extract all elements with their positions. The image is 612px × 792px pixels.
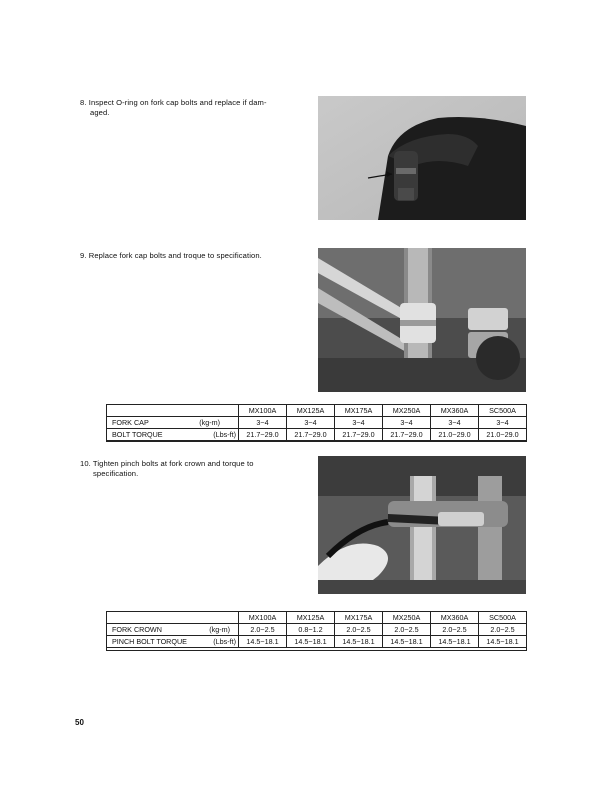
table-2-cell: 2.0~2.5	[239, 624, 287, 636]
photo-fork-cap-bolts	[318, 248, 526, 392]
table-2-cell: 2.0~2.5	[383, 624, 431, 636]
unit-lbsft: (Lbs-ft)	[213, 430, 236, 439]
table-2-cell: 14.5~18.1	[239, 636, 287, 648]
table-2-cell: 14.5~18.1	[479, 636, 527, 648]
pinch-bolt-torque-table	[106, 611, 527, 648]
step-10-text	[80, 459, 305, 479]
table-1-cell: 3~4	[431, 417, 479, 429]
step-8-line-2: aged.	[90, 108, 110, 117]
unit-kgm: (kg-m)	[209, 625, 230, 634]
table-1-model: SC500A	[479, 405, 527, 417]
table-2-cell: 0.8~1.2	[287, 624, 335, 636]
table-2-corner	[106, 612, 239, 624]
table-1-cell: 21.7~29.0	[287, 429, 335, 441]
table-2-cell: 14.5~18.1	[287, 636, 335, 648]
fork-cap-label: FORK CAP	[112, 418, 149, 427]
step-9-line-1: 9. Replace fork cap bolts and troque to specification.	[80, 251, 262, 260]
table-2-row-lbsft	[106, 636, 527, 648]
table-1-cell: 21.0~29.0	[479, 429, 527, 441]
table-1-corner	[106, 405, 239, 417]
pinch-bolt-torque-label: PINCH BOLT TORQUE	[112, 637, 187, 646]
table-1-cell: 21.0~29.0	[431, 429, 479, 441]
table-2-cell: 14.5~18.1	[383, 636, 431, 648]
table-1-model: MX250A	[383, 405, 431, 417]
table-1-row-lbsft	[106, 429, 527, 441]
table-1-header-row	[106, 405, 527, 417]
table-1-row-kgm	[106, 417, 527, 429]
table-2-row-label	[106, 624, 239, 636]
table-2-model: MX125A	[287, 612, 335, 624]
table-2-row-label	[106, 636, 239, 648]
table-2-model: MX100A	[239, 612, 287, 624]
unit-lbsft: (Lbs-ft)	[213, 637, 236, 646]
table-2-model: MX175A	[335, 612, 383, 624]
table-2-header-row	[106, 612, 527, 624]
table-2-cell: 2.0~2.5	[479, 624, 527, 636]
table-2-cell: 2.0~2.5	[431, 624, 479, 636]
table-1-cell: 3~4	[383, 417, 431, 429]
table-1-model: MX360A	[431, 405, 479, 417]
table-1-cell: 21.7~29.0	[383, 429, 431, 441]
step-8-line-1: 8. Inspect O-ring on fork cap bolts and replace if dam-	[80, 98, 267, 107]
unit-kgm: (kg-m)	[199, 418, 220, 427]
table-2-cell: 14.5~18.1	[431, 636, 479, 648]
table-2-model: SC500A	[479, 612, 527, 624]
table-1-cell: 21.7~29.0	[335, 429, 383, 441]
fork-crown-label: FORK CROWN	[112, 625, 162, 634]
table-1-cell: 3~4	[335, 417, 383, 429]
table-2-model: MX250A	[383, 612, 431, 624]
table-1-row-label	[106, 417, 239, 429]
table-2-cell: 14.5~18.1	[335, 636, 383, 648]
page-number: 50	[75, 718, 84, 727]
table-1-cell: 3~4	[479, 417, 527, 429]
table-2-row-kgm	[106, 624, 527, 636]
table-1-cell: 21.7~29.0	[239, 429, 287, 441]
photo-fork-cap-oring	[318, 96, 526, 220]
fork-cap-torque-table	[106, 404, 527, 441]
step-10-line-1: 10. Tighten pinch bolts at fork crown and torque to	[80, 459, 254, 468]
table-1-cell: 3~4	[239, 417, 287, 429]
table-1-row-label	[106, 429, 239, 441]
table-1-cell: 3~4	[287, 417, 335, 429]
table-2-model: MX360A	[431, 612, 479, 624]
table-1-model: MX175A	[335, 405, 383, 417]
photo-pinch-bolts	[318, 456, 526, 594]
table-1-model: MX100A	[239, 405, 287, 417]
table-1-model: MX125A	[287, 405, 335, 417]
step-9-text	[80, 251, 305, 261]
table-2-cell: 2.0~2.5	[335, 624, 383, 636]
bolt-torque-label: BOLT TORQUE	[112, 430, 163, 439]
step-10-line-2: specification.	[93, 469, 139, 478]
step-8-text	[80, 98, 305, 118]
